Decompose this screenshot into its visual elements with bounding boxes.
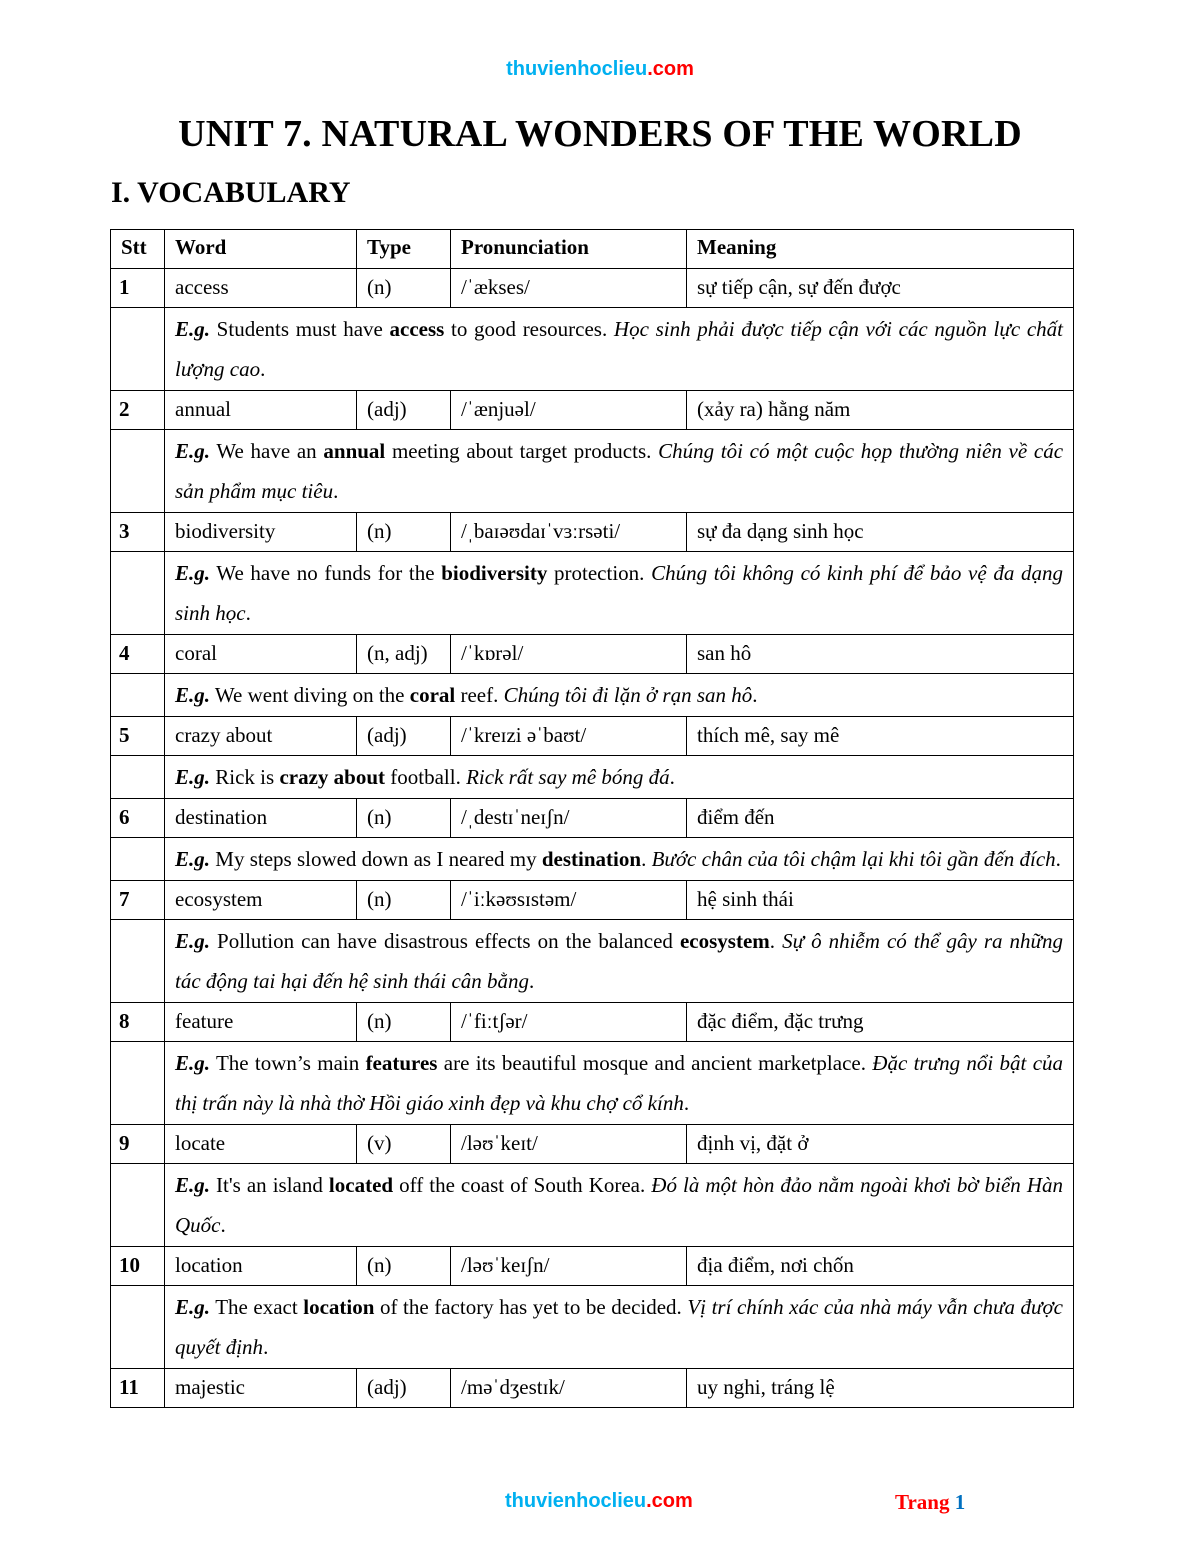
example-row [111,1042,1074,1125]
example-end: . [752,683,758,707]
pronunciation-cell: /ˈækses/ [451,269,687,308]
example-label: E.g. [175,1295,211,1319]
type-cell: (n) [357,1247,451,1286]
meaning-cell: sự đa dạng sinh học [687,513,1074,552]
example-stt-cell [111,756,165,799]
pronunciation-cell: /ləʊˈkeɪʃn/ [451,1247,687,1286]
example-keyword: coral [409,683,456,707]
example-label: E.g. [175,317,211,341]
header-site-name [0,58,1200,81]
stt-cell: 3 [111,513,165,552]
example-end: . [333,479,339,503]
meaning-cell: điểm đến [687,799,1074,838]
header-cell: Type [357,230,451,269]
meaning-cell: sự tiếp cận, sự đến được [687,269,1074,308]
example-cell [165,1164,1074,1247]
example-row [111,308,1074,391]
example-translation: Đặc trưng nổi bật của thị trấn này là nhà thờ Hồi giáo xinh đẹp và khu chợ cổ kính [175,1051,1064,1115]
stt-cell: 7 [111,881,165,920]
example-text: The town’s main [210,1051,366,1075]
example-cell [165,308,1074,391]
example-label: E.g. [175,683,211,707]
example-translation: Sự ô nhiễm có thể gây ra những tác động tai hại đến hệ sinh thái cân bằng [175,929,1064,993]
type-cell: (v) [357,1125,451,1164]
example-label: E.g. [175,1173,211,1197]
example-stt-cell [111,1164,165,1247]
table-row [111,799,1074,838]
header-cell: Stt [111,230,165,269]
table-row [111,1369,1074,1408]
table-row [111,391,1074,430]
example-keyword: biodiversity [441,561,548,585]
pronunciation-cell: /ˈiːkəʊsɪstəm/ [451,881,687,920]
example-text: to good resources. [444,317,614,341]
example-end: . [260,357,266,381]
word-cell: coral [165,635,357,674]
page-title: UNIT 7. NATURAL WONDERS OF THE WORLD [178,113,1022,155]
example-translation: Rick rất say mê bóng đá [466,765,670,789]
table-row [111,1125,1074,1164]
meaning-cell: hệ sinh thái [687,881,1074,920]
example-label: E.g. [175,847,211,871]
example-stt-cell [111,1286,165,1369]
example-label: E.g. [175,929,211,953]
word-cell: crazy about [165,717,357,756]
example-stt-cell [111,838,165,881]
pronunciation-cell: /ˌdestɪˈneɪʃn/ [451,799,687,838]
example-text: protection. [547,561,652,585]
example-end: . [529,969,535,993]
example-translation: Bước chân của tôi chậm lại khi tôi gần đến đích [651,847,1056,871]
example-row [111,674,1074,717]
table-row [111,1247,1074,1286]
meaning-cell: thích mê, say mê [687,717,1074,756]
example-end: . [683,1091,690,1115]
example-stt-cell [111,430,165,513]
example-keyword: crazy about [279,765,386,789]
stt-cell: 2 [111,391,165,430]
example-keyword: location [303,1295,375,1319]
header-cell: Meaning [687,230,1074,269]
example-row [111,920,1074,1003]
site-domain-part: .com [646,1490,693,1512]
stt-cell: 8 [111,1003,165,1042]
example-cell [165,430,1074,513]
word-cell: annual [165,391,357,430]
example-text: We have an [210,439,324,463]
example-text: We went diving on the [210,683,410,707]
example-row [111,552,1074,635]
word-cell: access [165,269,357,308]
stt-cell: 11 [111,1369,165,1408]
example-end: . [220,1213,226,1237]
example-end: . [245,601,251,625]
example-stt-cell [111,920,165,1003]
site-name-part: thuvienhoclieu [505,1490,647,1512]
meaning-cell: địa điểm, nơi chốn [687,1247,1074,1286]
type-cell: (n, adj) [357,635,451,674]
stt-cell: 1 [111,269,165,308]
site-name-part: thuvienhoclieu [506,58,648,80]
example-text: of the factory has yet to be decided. [374,1295,688,1319]
table-row [111,635,1074,674]
table-row [111,269,1074,308]
example-text: Students must have [210,317,390,341]
example-label: E.g. [175,439,211,463]
example-end: . [263,1335,269,1359]
meaning-cell: (xảy ra) hằng năm [687,391,1074,430]
example-cell [165,1286,1074,1369]
example-cell [165,1042,1074,1125]
word-cell: majestic [165,1369,357,1408]
example-text: The exact [210,1295,304,1319]
type-cell: (adj) [357,717,451,756]
type-cell: (n) [357,1003,451,1042]
meaning-cell: san hô [687,635,1074,674]
word-cell: ecosystem [165,881,357,920]
example-stt-cell [111,1042,165,1125]
example-text: reef. [455,683,504,707]
type-cell: (n) [357,513,451,552]
example-text: It's an island [210,1173,329,1197]
example-row [111,756,1074,799]
type-cell: (n) [357,799,451,838]
example-cell [165,674,1074,717]
example-cell [165,756,1074,799]
page-number-value: 1 [954,1490,966,1514]
table-row [111,513,1074,552]
example-translation: Vị trí chính xác của nhà máy vẫn chưa được quyết định [175,1295,1064,1359]
example-text: are its beautiful mosque and ancient marketplace. [437,1051,873,1075]
example-keyword: located [328,1173,394,1197]
example-text: Rick is [210,765,280,789]
footer-site-name [505,1490,693,1513]
example-row [111,430,1074,513]
type-cell: (adj) [357,1369,451,1408]
example-stt-cell [111,308,165,391]
example-stt-cell [111,552,165,635]
vocabulary-table [110,229,1074,1408]
table-row [111,881,1074,920]
stt-cell: 5 [111,717,165,756]
pronunciation-cell: /ˈænjuəl/ [451,391,687,430]
stt-cell: 10 [111,1247,165,1286]
example-translation: Học sinh phải được tiếp cận với các nguồn lực chất lượng cao [175,317,1063,381]
type-cell: (n) [357,269,451,308]
example-row [111,1164,1074,1247]
example-translation: Chúng tôi đi lặn ở rạn san hô [503,683,753,707]
example-keyword: annual [323,439,386,463]
example-end: . [669,765,675,789]
example-text: off the coast of South Korea. [393,1173,652,1197]
table-header-row [111,230,1074,269]
page-number [895,1490,965,1515]
meaning-cell: uy nghi, tráng lệ [687,1369,1074,1408]
table-row [111,1003,1074,1042]
example-label: E.g. [175,765,211,789]
example-text: football. [385,765,467,789]
example-keyword: destination [541,847,642,871]
stt-cell: 6 [111,799,165,838]
stt-cell: 4 [111,635,165,674]
header-cell: Word [165,230,357,269]
site-domain-part: .com [647,58,694,80]
type-cell: (adj) [357,391,451,430]
meaning-cell: đặc điểm, đặc trưng [687,1003,1074,1042]
example-text: Pollution can have disastrous effects on the balanced [210,929,680,953]
example-keyword: ecosystem [679,929,770,953]
example-text: My steps slowed down as I neared my [210,847,542,871]
word-cell: biodiversity [165,513,357,552]
word-cell: locate [165,1125,357,1164]
example-stt-cell [111,674,165,717]
example-keyword: features [365,1051,438,1075]
example-row [111,838,1074,881]
page-label: Trang [895,1490,950,1514]
word-cell: destination [165,799,357,838]
pronunciation-cell: /məˈdʒestɪk/ [451,1369,687,1408]
pronunciation-cell: /ˈkɒrəl/ [451,635,687,674]
example-label: E.g. [175,1051,211,1075]
pronunciation-cell: /ˌbaɪəʊdaɪˈvɜːrsəti/ [451,513,687,552]
example-cell [165,838,1074,881]
example-end: . [1055,847,1061,871]
meaning-cell: định vị, đặt ở [687,1125,1074,1164]
section-heading: I. VOCABULARY [111,176,351,209]
example-label: E.g. [175,561,211,585]
pronunciation-cell: /ˈkreɪzi əˈbaʊt/ [451,717,687,756]
example-translation: Chúng tôi không có kinh phí để bảo vệ đa dạng sinh học [175,561,1063,625]
example-cell [165,920,1074,1003]
type-cell: (n) [357,881,451,920]
header-cell: Pronunciation [451,230,687,269]
example-text: meeting about target products. [385,439,659,463]
table-row [111,717,1074,756]
example-translation: Chúng tôi có một cuộc họp thường niên về các sản phẩm mục tiêu [175,439,1064,503]
example-row [111,1286,1074,1369]
example-text: . [769,929,783,953]
example-text: We have no funds for the [210,561,442,585]
word-cell: feature [165,1003,357,1042]
pronunciation-cell: /ˈfiːtʃər/ [451,1003,687,1042]
example-text: . [641,847,652,871]
example-cell [165,552,1074,635]
word-cell: location [165,1247,357,1286]
example-translation: Đó là một hòn đảo nằm ngoài khơi bờ biển Hàn Quốc [175,1173,1063,1237]
example-keyword: access [389,317,445,341]
pronunciation-cell: /ləʊˈkeɪt/ [451,1125,687,1164]
stt-cell: 9 [111,1125,165,1164]
